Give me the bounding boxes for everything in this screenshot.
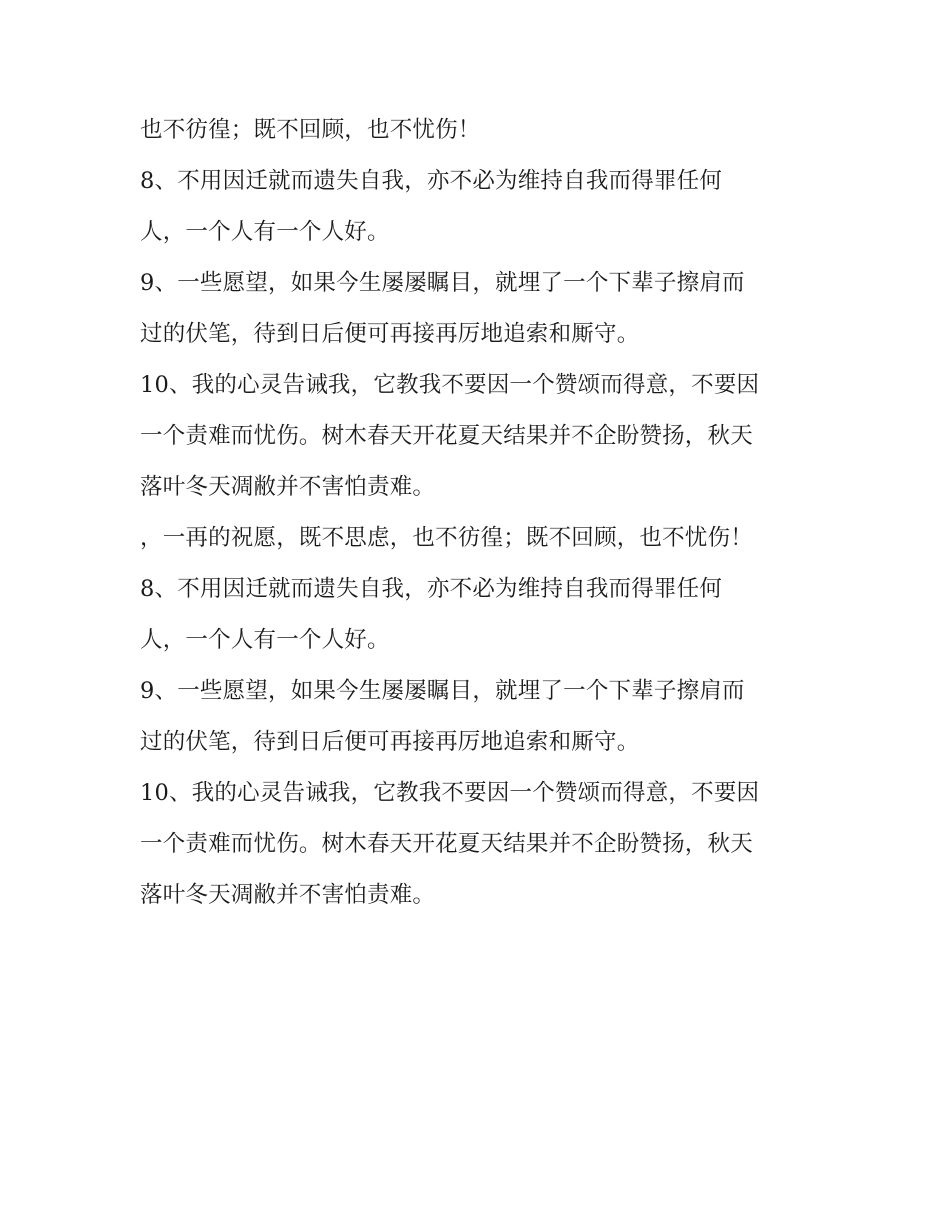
text-line: 也不彷徨；既不回顾，也不忧伤！: [140, 117, 481, 143]
text-line: 9、一些愿望，如果今生屡屡瞩目，就埋了一个下辈子擦肩而: [140, 678, 745, 704]
text-line: 人，一个人有一个人好。: [140, 627, 390, 653]
text-line: 一个责难而忧伤。树木春天开花夏天结果并不企盼赞扬，秋天: [140, 831, 753, 857]
text-line: 8、不用因迁就而遗失自我，亦不必为维持自我而得罪任何: [140, 168, 723, 194]
text-line: 8、不用因迁就而遗失自我，亦不必为维持自我而得罪任何: [140, 576, 723, 602]
text-line: 落叶冬天凋敝并不害怕责难。: [140, 882, 436, 908]
document-body: [140, 110, 830, 926]
text-line: ，一再的祝愿，既不思虑，也不彷徨；既不回顾，也不忧伤！: [140, 525, 753, 551]
text-line: 10、我的心灵告诫我，它教我不要因一个赞颂而得意，不要因: [140, 372, 760, 398]
text-line: 人，一个人有一个人好。: [140, 219, 390, 245]
text-line: 落叶冬天凋敝并不害怕责难。: [140, 474, 436, 500]
text-line: 9、一些愿望，如果今生屡屡瞩目，就埋了一个下辈子擦肩而: [140, 270, 745, 296]
text-line: 过的伏笔，待到日后便可再接再厉地追索和厮守。: [140, 729, 640, 755]
text-line: 10、我的心灵告诫我，它教我不要因一个赞颂而得意，不要因: [140, 780, 760, 806]
text-line: 过的伏笔，待到日后便可再接再厉地追索和厮守。: [140, 321, 640, 347]
text-line: 一个责难而忧伤。树木春天开花夏天结果并不企盼赞扬，秋天: [140, 423, 753, 449]
